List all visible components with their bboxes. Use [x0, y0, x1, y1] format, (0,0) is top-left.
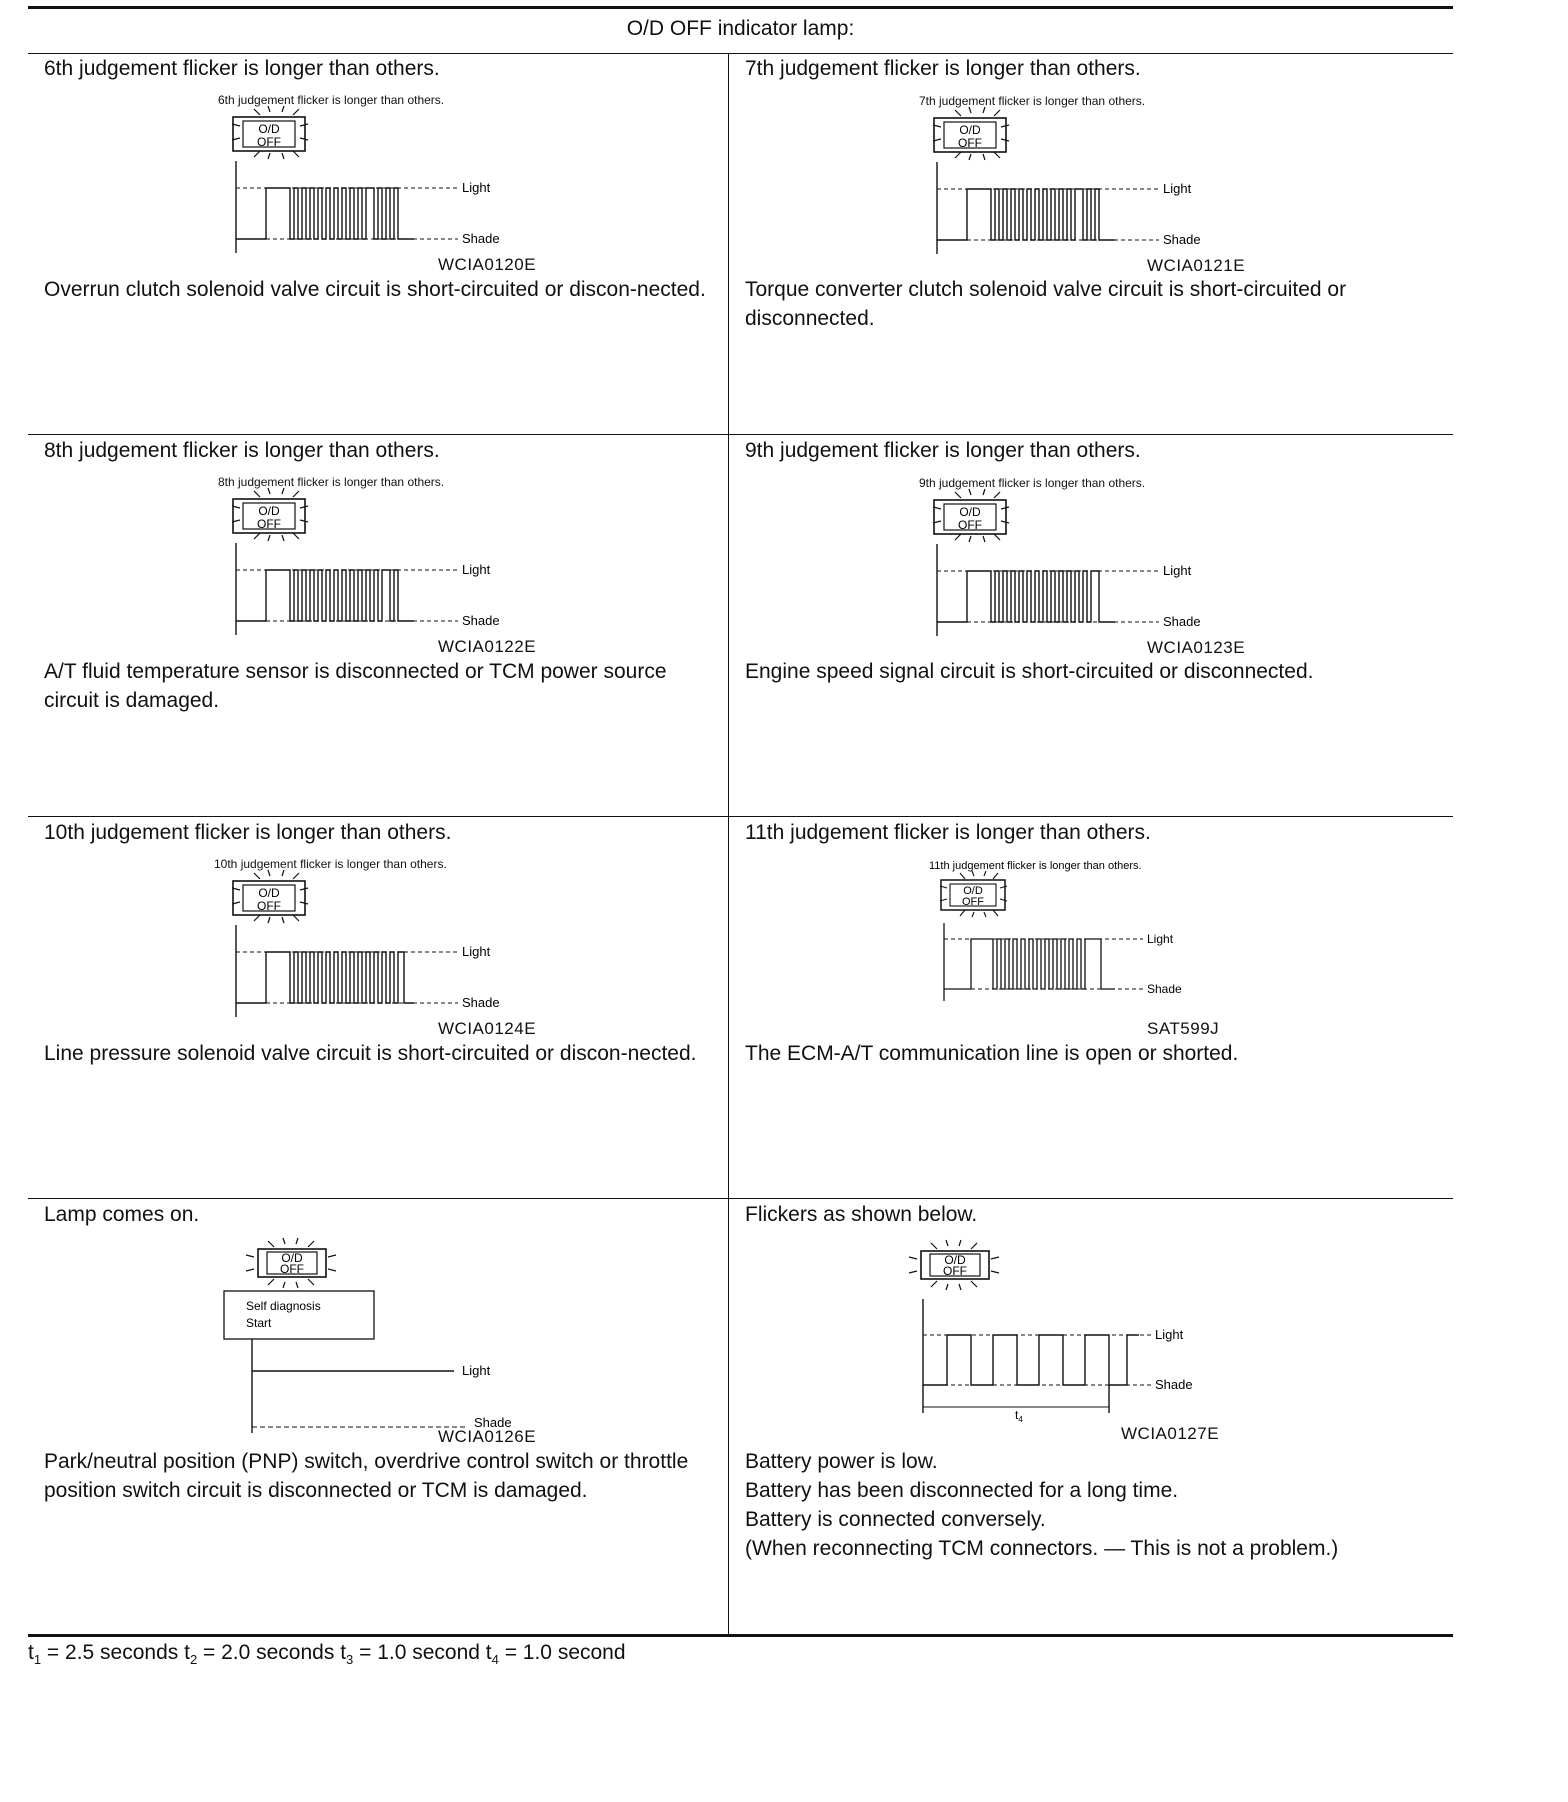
svg-text:OFF: OFF	[943, 1264, 967, 1278]
svg-text:O/D: O/D	[258, 886, 280, 900]
svg-text:O/D: O/D	[281, 1251, 303, 1265]
start-label: Start	[246, 1316, 272, 1330]
svg-text:O/D: O/D	[963, 885, 983, 897]
lamp-icon	[214, 857, 447, 923]
description-line: (When reconnecting TCM connectors. — This is not a problem.)	[745, 1537, 1339, 1560]
description-line: Battery has been disconnected for a long time.	[745, 1479, 1179, 1502]
svg-text:OFF: OFF	[257, 899, 281, 913]
lamp-icon	[929, 860, 1142, 917]
cell-title: 7th judgement flicker is longer than others.	[745, 57, 1141, 80]
figure-code: WCIA0121E	[1147, 256, 1246, 275]
cell-7th	[729, 53, 1453, 434]
shade-label: Shade	[1155, 1377, 1193, 1392]
flicker-diagram	[218, 93, 538, 263]
cell-description: Overrun clutch solenoid valve circuit is short-circuited or discon-nected.	[44, 278, 706, 301]
svg-text:O/D: O/D	[959, 123, 981, 137]
shade-label: Shade	[1147, 982, 1182, 996]
cell-title: 8th judgement flicker is longer than others.	[44, 439, 440, 462]
shade-label: Shade	[462, 613, 500, 628]
cell-flickers	[729, 1199, 1453, 1635]
cell-title: 10th judgement flicker is longer than others.	[44, 821, 452, 844]
bottom-rule	[28, 1634, 1453, 1637]
lamp-icon	[909, 1240, 999, 1290]
cell-9th	[729, 435, 1453, 816]
svg-text:O/D: O/D	[258, 122, 280, 136]
cell-title: 6th judgement flicker is longer than others.	[44, 57, 440, 80]
waveform	[252, 1339, 468, 1433]
figure-code: WCIA0122E	[438, 637, 537, 656]
svg-text:OFF: OFF	[280, 1262, 304, 1276]
svg-text:OFF: OFF	[257, 135, 281, 149]
cell-description: Torque converter clutch solenoid valve circuit is short-circuited or disconnected.	[745, 278, 1347, 330]
light-label: Light	[1147, 932, 1174, 946]
light-label: Light	[1155, 1327, 1184, 1342]
flicker-diagram	[919, 476, 1239, 646]
cell-10th	[28, 817, 729, 1198]
t4-label: $t_4$	[1015, 1408, 1023, 1424]
waveform	[236, 925, 458, 1017]
shade-label: Shade	[474, 1415, 512, 1430]
flicker-diagram	[929, 859, 1229, 1009]
cell-description: Park/neutral position (PNP) switch, overdrive control switch or throttle position switch circuit is disconnected or TCM is damaged.	[44, 1450, 689, 1502]
cell-6th	[28, 53, 729, 434]
diagram-caption: 8th judgement flicker is longer than others.	[218, 475, 445, 489]
cell-lamp-on	[28, 1199, 729, 1635]
svg-text:OFF: OFF	[958, 518, 982, 532]
shade-label: Shade	[462, 995, 500, 1010]
cell-title: Flickers as shown below.	[745, 1203, 978, 1226]
figure-code: WCIA0124E	[438, 1019, 537, 1038]
self-diagnosis-label: Self diagnosis	[246, 1299, 321, 1313]
description-line: Battery is connected conversely.	[745, 1508, 1046, 1531]
cell-8th	[28, 435, 729, 816]
flicker-diagram	[218, 475, 538, 645]
light-label: Light	[462, 562, 491, 577]
table-header: O/D OFF indicator lamp:	[28, 9, 1453, 54]
lamp-icon	[218, 475, 444, 541]
description-line: Battery power is low.	[745, 1450, 938, 1473]
svg-text:OFF: OFF	[962, 896, 984, 908]
svg-text:OFF: OFF	[958, 136, 982, 150]
svg-text:O/D: O/D	[944, 1253, 966, 1267]
cell-description: Engine speed signal circuit is short-circuited or disconnected.	[745, 660, 1314, 683]
lamp-icon	[218, 93, 444, 159]
diagram-caption: 6th judgement flicker is longer than others.	[218, 93, 445, 107]
cell-title: 11th judgement flicker is longer than others.	[745, 821, 1151, 844]
lamp-icon	[919, 94, 1145, 160]
light-label: Light	[462, 1363, 491, 1378]
figure-code: WCIA0120E	[438, 255, 537, 274]
diagram-caption: 7th judgement flicker is longer than others.	[919, 94, 1146, 108]
waveform	[944, 923, 1143, 1001]
figure-code: WCIA0127E	[1121, 1424, 1220, 1443]
figure-code: SAT599J	[1147, 1019, 1220, 1038]
waveform	[937, 544, 1159, 636]
lamp-icon	[919, 476, 1145, 542]
light-label: Light	[462, 180, 491, 195]
svg-text:OFF: OFF	[257, 517, 281, 531]
figure-code: WCIA0126E	[438, 1427, 537, 1446]
waveform	[923, 1299, 1151, 1413]
cell-description	[745, 1447, 1425, 1563]
waveform	[937, 162, 1159, 254]
figure-code: WCIA0123E	[1147, 638, 1246, 657]
light-label: Light	[462, 944, 491, 959]
table-row	[28, 1199, 1453, 1636]
flicker-diagram	[919, 94, 1239, 264]
light-label: Light	[1163, 563, 1192, 578]
waveform	[236, 161, 458, 253]
cell-11th	[729, 817, 1453, 1198]
cell-description: A/T fluid temperature sensor is disconnected or TCM power source circuit is damaged.	[44, 660, 667, 712]
svg-text:O/D: O/D	[959, 505, 981, 519]
waveform	[236, 543, 458, 635]
shade-label: Shade	[462, 231, 500, 246]
table-row	[28, 817, 1453, 1199]
svg-text:O/D: O/D	[258, 504, 280, 518]
cell-title: Lamp comes on.	[44, 1203, 200, 1226]
cell-description: The ECM-A/T communication line is open or shorted.	[745, 1042, 1239, 1065]
lamp-on-diagram	[218, 1237, 538, 1437]
diagram-caption: 10th judgement flicker is longer than others.	[214, 857, 447, 871]
diagram-caption: 9th judgement flicker is longer than others.	[919, 476, 1146, 490]
flicker-diagram	[214, 857, 534, 1027]
footnote: $t_1 = 2.5$ seconds $t_2 = 2.0$ seconds $t_3 = 1.0$ second $t_4 = 1.0$ second	[28, 1641, 626, 1668]
cell-description: Line pressure solenoid valve circuit is short-circuited or discon-nected.	[44, 1042, 697, 1065]
lamp-icon	[246, 1238, 336, 1288]
shade-label: Shade	[1163, 232, 1201, 247]
shade-label: Shade	[1163, 614, 1201, 629]
table-row	[28, 53, 1453, 435]
light-label: Light	[1163, 181, 1192, 196]
table-row	[28, 435, 1453, 817]
diagram-caption: 11th judgement flicker is longer than others.	[929, 860, 1142, 872]
flicker-diagram	[907, 1239, 1247, 1439]
cell-title: 9th judgement flicker is longer than others.	[745, 439, 1141, 462]
